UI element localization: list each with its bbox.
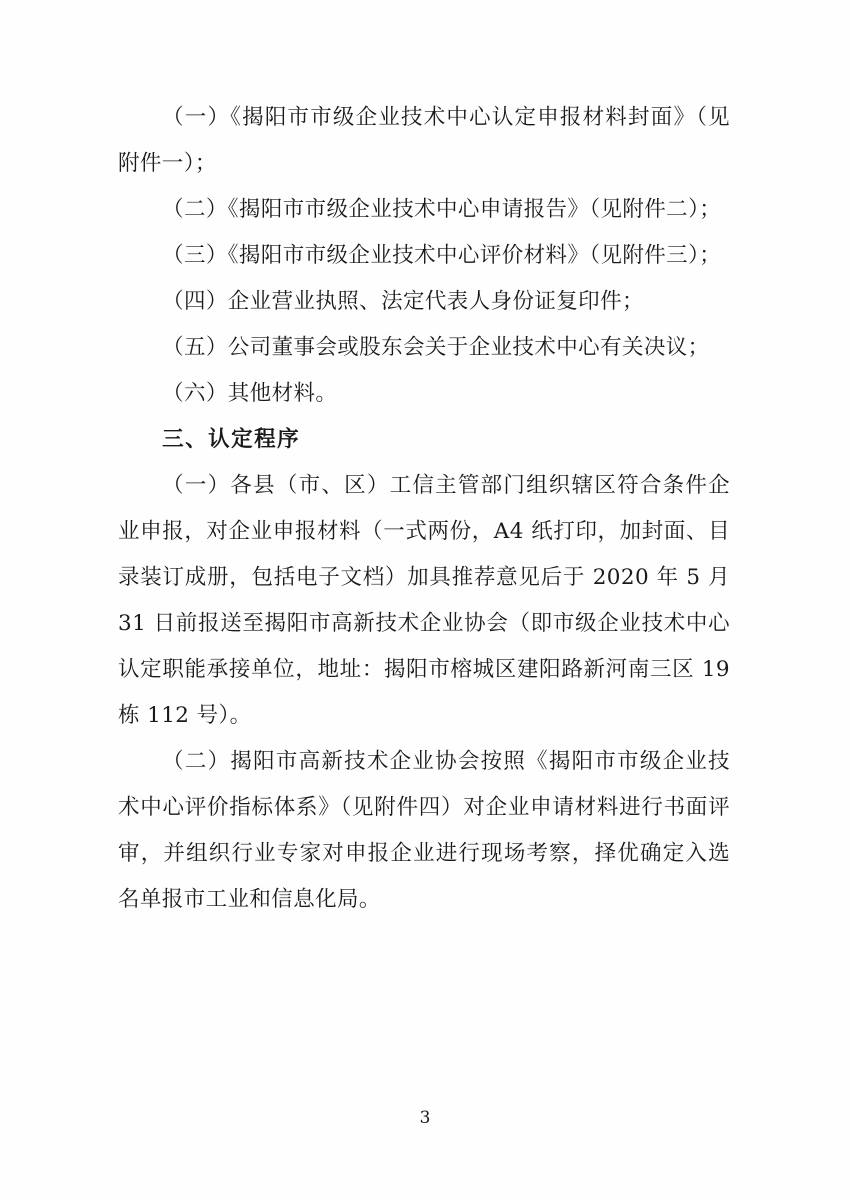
- paragraph-item-5: （五）公司董事会或股东会关于企业技术中心有关决议；: [162, 335, 710, 360]
- paragraph-procedure-2: （二）揭阳市高新技术企业协会按照《揭阳市市级企业技术中心评价指标体系》（见附件四）对企业申请材料进行书面评审，并组织行业专家对申报企业进行现场考察，择优确定入选名单报市工业和信息化局。: [118, 749, 730, 912]
- section-heading-certification-procedure: 三、认定程序: [162, 427, 301, 452]
- paragraph-item-6: （六）其他材料。: [162, 381, 338, 406]
- paragraph-item-2: （二）《揭阳市市级企业技术中心申请报告》（见附件二）；: [162, 197, 722, 222]
- paragraph-item-3: （三）《揭阳市市级企业技术中心评价材料》（见附件三）；: [162, 243, 722, 268]
- paragraph-item-4: （四）企业营业执照、法定代表人身份证复印件；: [162, 289, 644, 314]
- document-body: [118, 95, 730, 923]
- paragraph-procedure-1: （一）各县（市、区）工信主管部门组织辖区符合条件企业申报，对企业申报材料（一式两份，A4 纸打印，加封面、目录装订成册，包括电子文档）加具推荐意见后于 2020 年 5 月 31 日前报送至揭阳市高新技术企业协会（即市级企业技术中心认定职能承接单位，地址：揭阳市榕城区建阳路新河南三区 19 栋 112 号）。: [118, 473, 730, 728]
- paragraph-item-1: （一）《揭阳市市级企业技术中心认定申报材料封面》（见附件一）；: [118, 105, 730, 176]
- page-number: 3: [419, 1108, 431, 1128]
